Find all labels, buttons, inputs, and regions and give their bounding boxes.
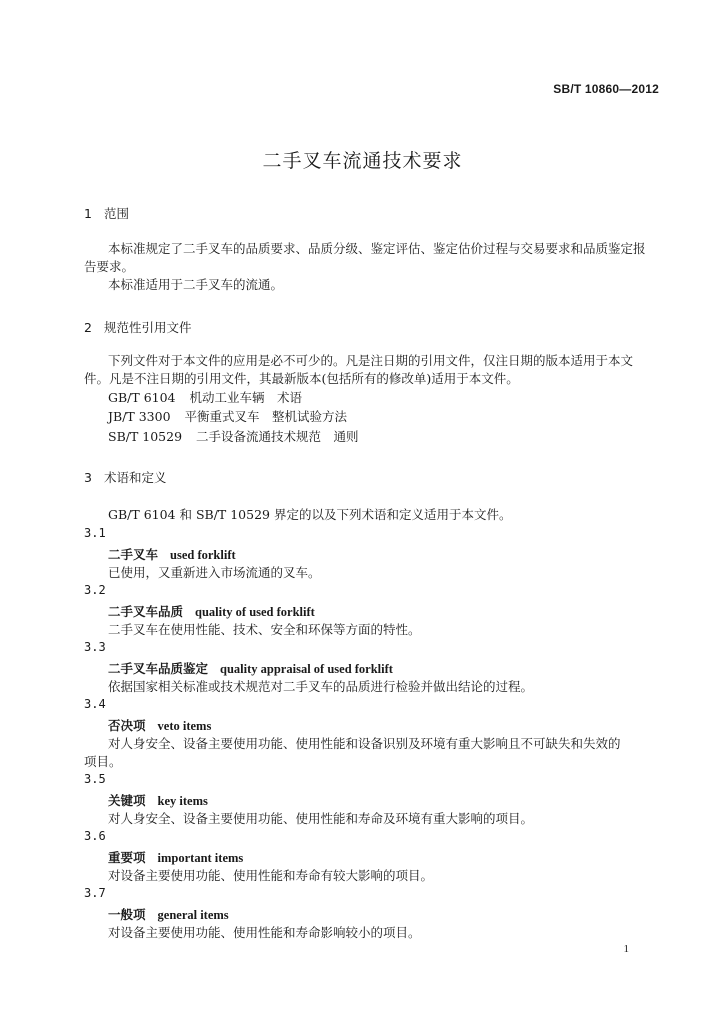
term-zh: 二手叉车品质鉴定 — [108, 661, 209, 676]
section-2-heading — [84, 318, 192, 336]
term-zh: 一般项 — [108, 907, 146, 922]
term-zh: 二手叉车 — [108, 547, 159, 562]
section-1-para-1-line-1: 本标准规定了二手叉车的品质要求、品质分级、鉴定评估、鉴定估价过程与交易要求和品质鉴定报 — [108, 241, 646, 256]
term-definition: 二手叉车在使用性能、技术、安全和环保等方面的特性。 — [108, 622, 421, 637]
term-entry — [108, 545, 236, 563]
term-definition: 对人身安全、设备主要使用功能、使用性能和寿命及环境有重大影响的项目。 — [108, 811, 534, 826]
section-1-para-2: 本标准适用于二手叉车的流通。 — [108, 277, 284, 292]
term-entry — [108, 905, 229, 923]
standard-code: SB/T 10860—2012 — [553, 82, 659, 96]
reference-code: JB/T 3300 — [108, 409, 171, 424]
term-definition: 已使用，又重新进入市场流通的叉车。 — [108, 565, 321, 580]
term-definition: 对设备主要使用功能、使用性能和寿命影响较小的项目。 — [108, 925, 421, 940]
clause-number: 3.4 — [84, 697, 106, 711]
section-1-number: 1 — [84, 206, 92, 221]
section-2-title: 规范性引用文件 — [104, 320, 192, 335]
term-zh: 否决项 — [108, 718, 146, 733]
term-zh: 重要项 — [108, 850, 146, 865]
term-en: general items — [157, 908, 229, 922]
clause-number: 3.2 — [84, 583, 106, 597]
section-3-number: 3 — [84, 470, 92, 485]
clause-number: 3.7 — [84, 886, 106, 900]
reference-name: 二手设备流通技术规范 通则 — [196, 429, 359, 444]
term-entry — [108, 848, 243, 866]
term-zh: 关键项 — [108, 793, 146, 808]
reference-name: 平衡重式叉车 整机试验方法 — [184, 409, 348, 424]
reference-name: 机动工业车辆 术语 — [189, 390, 303, 405]
clause-number: 3.1 — [84, 526, 106, 540]
section-1-para-1-line-2: 告要求。 — [84, 259, 135, 274]
term-definition: 对人身安全、设备主要使用功能、使用性能和设备识别及环境有重大影响且不可缺失和失效的 — [108, 736, 621, 751]
section-3-heading — [84, 468, 167, 486]
reference-item — [108, 428, 359, 446]
term-entry — [108, 659, 393, 677]
reference-code: GB/T 6104 — [108, 390, 176, 405]
clause-number: 3.3 — [84, 640, 106, 654]
section-2-number: 2 — [84, 320, 92, 335]
section-3-intro: GB/T 6104 和 SB/T 10529 界定的以及下列术语和定义适用于本文件。 — [108, 507, 512, 522]
term-zh: 二手叉车品质 — [108, 604, 184, 619]
term-en: key items — [157, 794, 208, 808]
term-en: quality of used forklift — [195, 605, 315, 619]
section-3-title: 术语和定义 — [104, 470, 167, 485]
term-definition-continued: 项目。 — [84, 754, 122, 769]
section-2-para-line-2: 件。凡是不注日期的引用文件，其最新版本(包括所有的修改单)适用于本文件。 — [84, 371, 519, 386]
term-entry — [108, 602, 315, 620]
page-number: 1 — [623, 943, 629, 955]
section-1-title: 范围 — [104, 206, 130, 221]
clause-number: 3.6 — [84, 829, 106, 843]
term-entry — [108, 716, 211, 734]
term-definition: 依据国家相关标准或技术规范对二手叉车的品质进行检验并做出结论的过程。 — [108, 679, 534, 694]
term-en: veto items — [157, 719, 212, 733]
term-definition: 对设备主要使用功能、使用性能和寿命有较大影响的项目。 — [108, 868, 434, 883]
term-en: important items — [157, 851, 244, 865]
term-entry — [108, 791, 208, 809]
reference-item — [108, 389, 302, 407]
clause-number: 3.5 — [84, 772, 106, 786]
section-1-heading — [84, 204, 129, 222]
reference-code: SB/T 10529 — [108, 429, 183, 444]
section-2-para-line-1: 下列文件对于本文件的应用是必不可少的。凡是注日期的引用文件，仅注日期的版本适用于本文 — [108, 353, 634, 368]
term-en: used forklift — [170, 548, 236, 562]
reference-item — [108, 408, 347, 426]
term-en: quality appraisal of used forklift — [220, 662, 393, 676]
document-title: 二手叉车流通技术要求 — [262, 150, 463, 172]
